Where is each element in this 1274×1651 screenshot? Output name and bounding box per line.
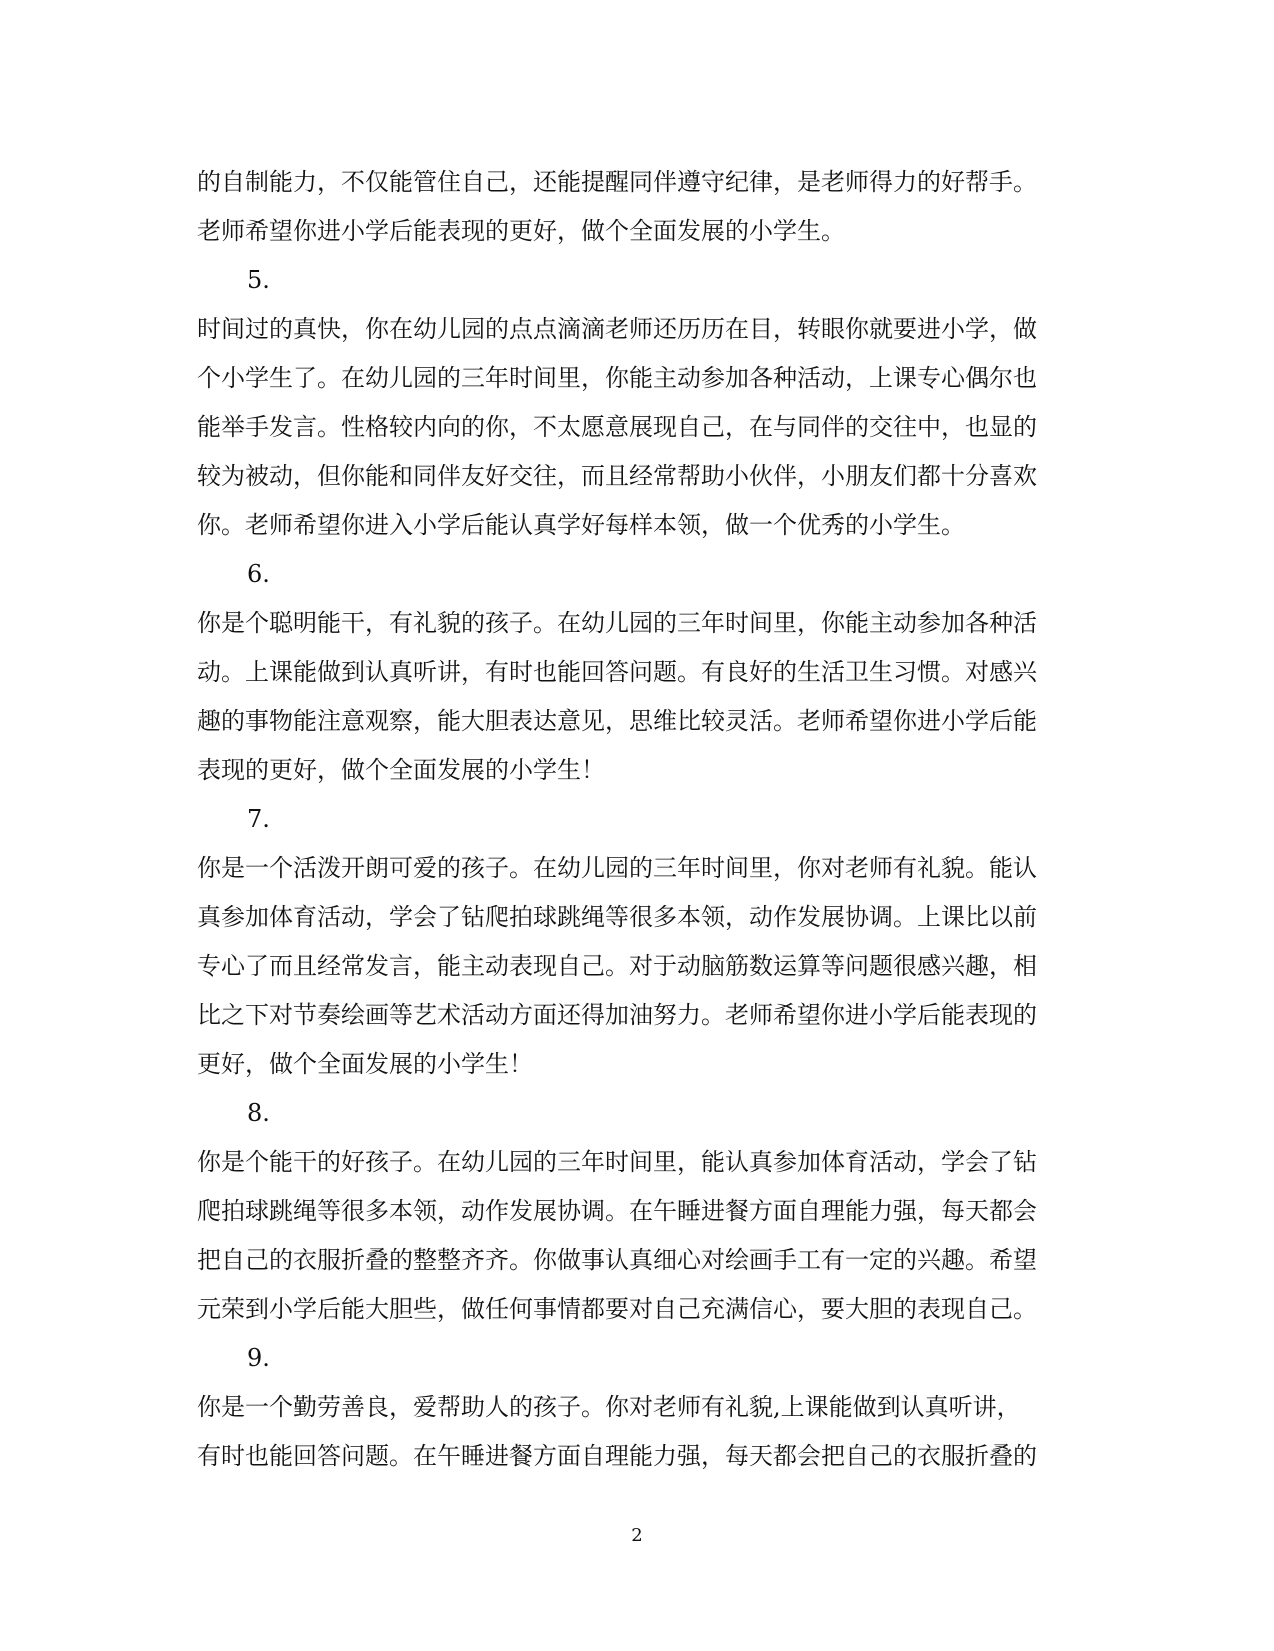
text-line: 比之下对节奏绘画等艺术活动方面还得加油努力。老师希望你进小学后能表现的 [197, 1001, 1037, 1029]
text-line: 有时也能回答问题。在午睡进餐方面自理能力强，每天都会把自己的衣服折叠的 [197, 1442, 1037, 1470]
text-line: 真参加体育活动，学会了钻爬拍球跳绳等很多本领，动作发展协调。上课比以前 [197, 903, 1037, 931]
text-line: 你。老师希望你进入小学后能认真学好每样本领，做一个优秀的小学生。 [197, 511, 965, 539]
text-line: 你是个聪明能干，有礼貌的孩子。在幼儿园的三年时间里，你能主动参加各种活 [197, 609, 1037, 637]
text-line: 把自己的衣服折叠的整整齐齐。你做事认真细心对绘画手工有一定的兴趣。希望 [197, 1246, 1037, 1274]
document-body [197, 158, 1077, 1481]
text-line: 老师希望你进小学后能表现的更好，做个全面发展的小学生。 [197, 217, 845, 245]
text-line: 动。上课能做到认真听讲，有时也能回答问题。有良好的生活卫生习惯。对感兴 [197, 658, 1037, 686]
text-line: 的自制能力，不仅能管住自己，还能提醒同伴遵守纪律，是老师得力的好帮手。 [197, 168, 1037, 196]
item-number: 5. [247, 266, 270, 294]
item-number: 7. [247, 805, 270, 833]
text-line: 你是个能干的好孩子。在幼儿园的三年时间里，能认真参加体育活动，学会了钻 [197, 1148, 1037, 1176]
text-line: 表现的更好，做个全面发展的小学生！ [197, 756, 605, 784]
item-number: 9. [247, 1344, 270, 1372]
text-line: 更好，做个全面发展的小学生！ [197, 1050, 533, 1078]
text-line: 专心了而且经常发言，能主动表现自己。对于动脑筋数运算等问题很感兴趣，相 [197, 952, 1037, 980]
text-line: 能举手发言。性格较内向的你，不太愿意展现自己，在与同伴的交往中，也显的 [197, 413, 1037, 441]
text-line: 较为被动，但你能和同伴友好交往，而且经常帮助小伙伴，小朋友们都十分喜欢 [197, 462, 1037, 490]
text-line: 你是一个勤劳善良，爱帮助人的孩子。你对老师有礼貌,上课能做到认真听讲， [197, 1393, 1021, 1421]
item-number: 6. [247, 560, 270, 588]
text-line: 趣的事物能注意观察，能大胆表达意见，思维比较灵活。老师希望你进小学后能 [197, 707, 1037, 735]
text-line: 元荣到小学后能大胆些，做任何事情都要对自己充满信心，要大胆的表现自己。 [197, 1295, 1037, 1323]
page-number: 2 [631, 1525, 643, 1546]
item-number: 8. [247, 1099, 270, 1127]
text-line: 你是一个活泼开朗可爱的孩子。在幼儿园的三年时间里，你对老师有礼貌。能认 [197, 854, 1037, 882]
text-line: 时间过的真快，你在幼儿园的点点滴滴老师还历历在目，转眼你就要进小学，做 [197, 315, 1037, 343]
text-line: 个小学生了。在幼儿园的三年时间里，你能主动参加各种活动，上课专心偶尔也 [197, 364, 1037, 392]
text-line: 爬拍球跳绳等很多本领，动作发展协调。在午睡进餐方面自理能力强，每天都会 [197, 1197, 1037, 1225]
